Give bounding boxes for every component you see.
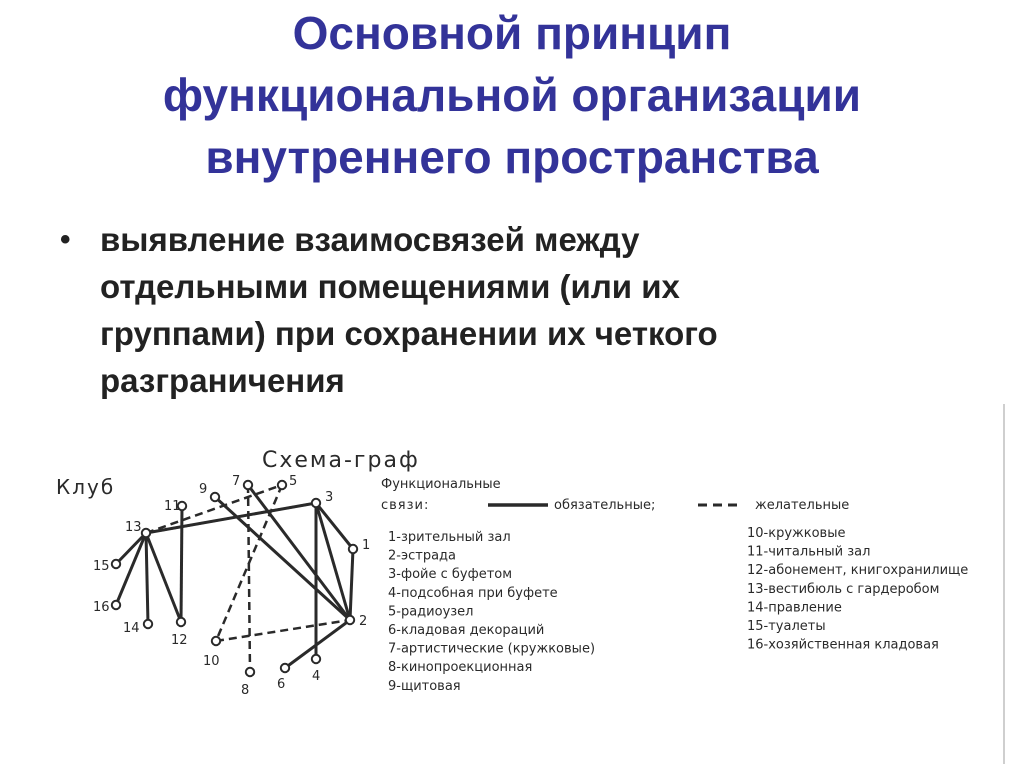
bullet-line-1: выявление взаимосвязей между — [100, 221, 640, 258]
room-right-item-3: 12-абонемент, книгохранилище — [747, 563, 969, 579]
node-5 — [278, 481, 286, 489]
node-label-4: 4 — [312, 669, 321, 684]
node-label-6: 6 — [277, 677, 286, 692]
nodes-layer — [93, 474, 370, 698]
room-left-item-5: 5-радиоузел — [388, 604, 474, 620]
bullet-line-4: разграничения — [100, 362, 345, 399]
bullet-line-2: отдельными помещениями (или их — [100, 268, 680, 305]
node-16 — [112, 601, 120, 609]
diagram-heading: Схема-граф — [262, 448, 420, 473]
edge-9-2-required — [215, 497, 350, 620]
bullet-dot: • — [60, 223, 71, 256]
edge-13-15-required — [116, 533, 146, 564]
node-label-3: 3 — [325, 490, 334, 505]
rooms-list-right — [747, 526, 968, 653]
node-7 — [244, 481, 252, 489]
legend-desired-label: желательные — [755, 498, 850, 513]
room-right-item-7: 16-хозяйственная кладовая — [747, 637, 939, 653]
title-line-2: функциональной организации — [162, 69, 862, 121]
edge-13-16-required — [116, 533, 146, 605]
edges-layer — [116, 485, 353, 672]
legend — [381, 477, 849, 513]
rooms-list-left — [388, 530, 595, 694]
room-right-item-6: 15-туалеты — [747, 619, 826, 634]
node-13 — [142, 529, 150, 537]
legend-title-line2: связи: — [381, 498, 430, 513]
edge-3-2-required — [316, 503, 350, 620]
node-label-9: 9 — [199, 482, 208, 497]
bullet-line-3: группами) при сохранении их четкого — [100, 315, 718, 352]
room-right-item-2: 11-читальный зал — [747, 544, 871, 560]
edge-13-14-required — [146, 533, 148, 624]
node-label-7: 7 — [232, 474, 241, 489]
node-2 — [346, 616, 354, 624]
edge-1-2-required — [350, 549, 353, 620]
room-right-item-1: 10-кружковые — [747, 526, 846, 541]
node-6 — [281, 664, 289, 672]
edge-7-8-desired — [248, 485, 250, 672]
diagram-side-label: Клуб — [56, 475, 116, 499]
node-15 — [112, 560, 120, 568]
node-label-16: 16 — [93, 600, 110, 615]
edge-11-12-required — [181, 506, 182, 622]
title-line-1: Основной принцип — [292, 7, 732, 59]
node-label-11: 11 — [164, 499, 181, 514]
room-left-item-1: 1-зрительный зал — [388, 530, 511, 545]
room-left-item-8: 8-кинопроекционная — [388, 660, 533, 676]
node-14 — [144, 620, 152, 628]
node-label-15: 15 — [93, 559, 110, 574]
node-label-2: 2 — [359, 614, 368, 629]
node-label-1: 1 — [362, 538, 371, 553]
room-left-item-2: 2-эстрада — [388, 548, 456, 564]
node-label-12: 12 — [171, 633, 188, 648]
node-9 — [211, 493, 219, 501]
room-left-item-9: 9-щитовая — [388, 678, 461, 694]
room-right-item-4: 13-вестибюль с гардеробом — [747, 581, 940, 597]
room-left-item-4: 4-подсобная при буфете — [388, 585, 558, 601]
title-line-3: внутреннего пространства — [205, 131, 819, 183]
legend-title-line1: Функциональные — [381, 477, 501, 492]
node-1 — [349, 545, 357, 553]
node-3 — [312, 499, 320, 507]
room-left-item-7: 7-артистические (кружковые) — [388, 641, 596, 657]
node-label-8: 8 — [241, 683, 250, 698]
node-label-5: 5 — [289, 474, 298, 489]
node-label-14: 14 — [123, 621, 140, 636]
room-left-item-6: 6-кладовая декораций — [388, 623, 545, 638]
room-left-item-3: 3-фойе с буфетом — [388, 567, 513, 583]
node-10 — [212, 637, 220, 645]
edge-13-12-required — [146, 533, 181, 622]
node-8 — [246, 668, 254, 676]
node-12 — [177, 618, 185, 626]
legend-required-label: обязательные; — [554, 498, 656, 513]
room-right-item-5: 14-правление — [747, 600, 842, 616]
edge-10-2-desired — [216, 620, 350, 641]
node-label-13: 13 — [125, 520, 142, 535]
node-label-10: 10 — [203, 654, 220, 669]
node-4 — [312, 655, 320, 663]
